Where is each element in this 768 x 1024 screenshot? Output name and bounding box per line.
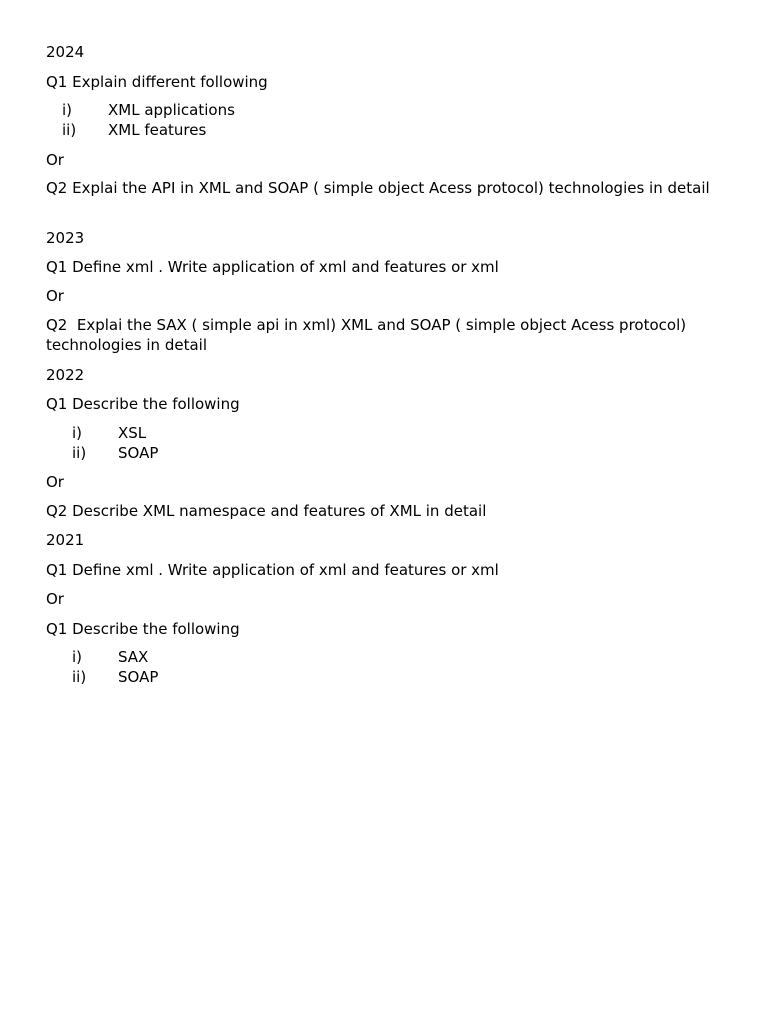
or-separator: Or (46, 473, 64, 491)
question: Q1 Explain different following (46, 73, 268, 91)
list-item-text: XML features (108, 121, 207, 139)
question: Q2 Explai the API in XML and SOAP ( simple object Acess protocol) technologies in detail (46, 179, 710, 197)
question: Q1 Describe the following (46, 620, 240, 638)
list-item-number: ii) (72, 444, 87, 462)
list-item-number: i) (62, 101, 73, 119)
list-item-number: i) (72, 424, 83, 442)
year-heading: 2024 (46, 43, 85, 61)
year-heading: 2023 (46, 229, 85, 247)
or-separator: Or (46, 151, 64, 169)
list-item-number: ii) (62, 121, 77, 139)
question: Q1 Define xml . Write application of xml and features or xml (46, 561, 499, 579)
year-heading: 2021 (46, 531, 85, 549)
list-item-text: XML applications (108, 101, 235, 119)
year-heading: 2022 (46, 366, 85, 384)
or-separator: Or (46, 590, 64, 608)
list-item-number: ii) (72, 668, 87, 686)
list-item-number: i) (72, 648, 83, 666)
question: Q1 Define xml . Write application of xml and features or xml (46, 258, 499, 276)
list-item-text: SAX (118, 648, 149, 666)
question: Q2 Explai the SAX ( simple api in xml) XML and SOAP ( simple object Acess protocol) technologies in detail (46, 316, 691, 354)
question: Q1 Describe the following (46, 395, 240, 413)
list-item-text: SOAP (118, 668, 159, 686)
list-item-text: XSL (118, 424, 147, 442)
list-item-text: SOAP (118, 444, 159, 462)
question: Q2 Describe XML namespace and features of XML in detail (46, 502, 487, 520)
or-separator: Or (46, 287, 64, 305)
